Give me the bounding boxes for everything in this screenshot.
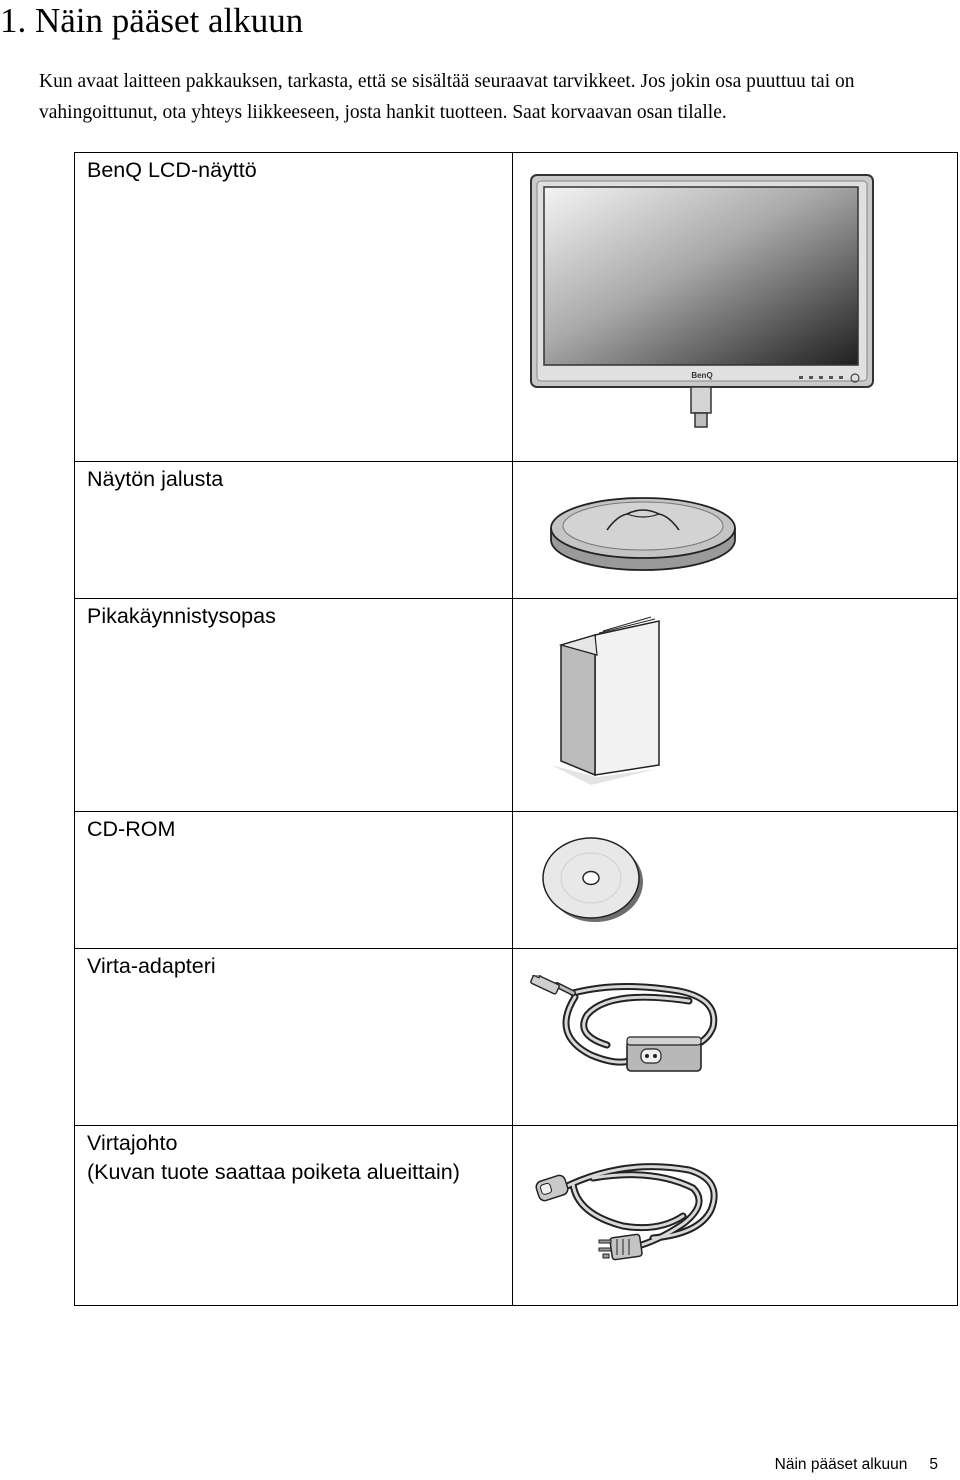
- package-contents-table: [74, 152, 958, 1306]
- item-image-cell: [513, 1126, 958, 1306]
- table-row: [75, 153, 958, 462]
- cd-rom-icon: [537, 830, 647, 926]
- monitor-brand-logo: BenQ: [691, 371, 713, 380]
- item-label-cell: [75, 462, 513, 599]
- item-image-cell: [513, 949, 958, 1126]
- quick-start-guide-icon: [547, 615, 677, 787]
- item-image-cell: [513, 462, 958, 599]
- lcd-monitor-icon: [529, 173, 877, 431]
- table-row: [75, 949, 958, 1126]
- page-footer: [775, 1456, 938, 1474]
- table-row: [75, 599, 958, 812]
- footer-section-title: Näin pääset alkuun: [774, 1456, 908, 1473]
- table-row: [75, 462, 958, 599]
- intro-paragraph: Kun avaat laitteen pakkauksen, tarkasta, että se sisältää seuraavat tarvikkeet. Jos jokin osa puuttuu tai on vahingoittunut, ota yhteys liikkeeseen, josta hankit tuotteen. Saat korvaavan osan tilalle.: [39, 71, 855, 123]
- item-image-cell: [513, 153, 958, 462]
- item-label: Virta-adapteri: [87, 954, 216, 978]
- item-label: Pikakäynnistysopas: [87, 604, 276, 628]
- page-number: 5: [929, 1456, 938, 1473]
- item-label-cell: [75, 812, 513, 949]
- item-label-cell: [75, 153, 513, 462]
- item-label: Virtajohto: [87, 1131, 178, 1155]
- power-cord-icon: [533, 1144, 723, 1266]
- power-adapter-icon: [529, 975, 721, 1087]
- item-label-cell: [75, 1126, 513, 1306]
- item-label: BenQ LCD-näyttö: [87, 158, 257, 182]
- table-row: [75, 812, 958, 949]
- item-image-cell: [513, 599, 958, 812]
- item-label: Näytön jalusta: [87, 467, 224, 491]
- monitor-stand-base-icon: [547, 480, 739, 580]
- item-image-cell: [513, 812, 958, 949]
- item-label: CD-ROM: [87, 817, 176, 841]
- item-label-cell: [75, 599, 513, 812]
- item-label-cell: [75, 949, 513, 1126]
- page-title: 1. Näin pääset alkuun: [0, 1, 304, 40]
- item-note: (Kuvan tuote saattaa poiketa alueittain): [87, 1160, 460, 1184]
- table-row: [75, 1126, 958, 1306]
